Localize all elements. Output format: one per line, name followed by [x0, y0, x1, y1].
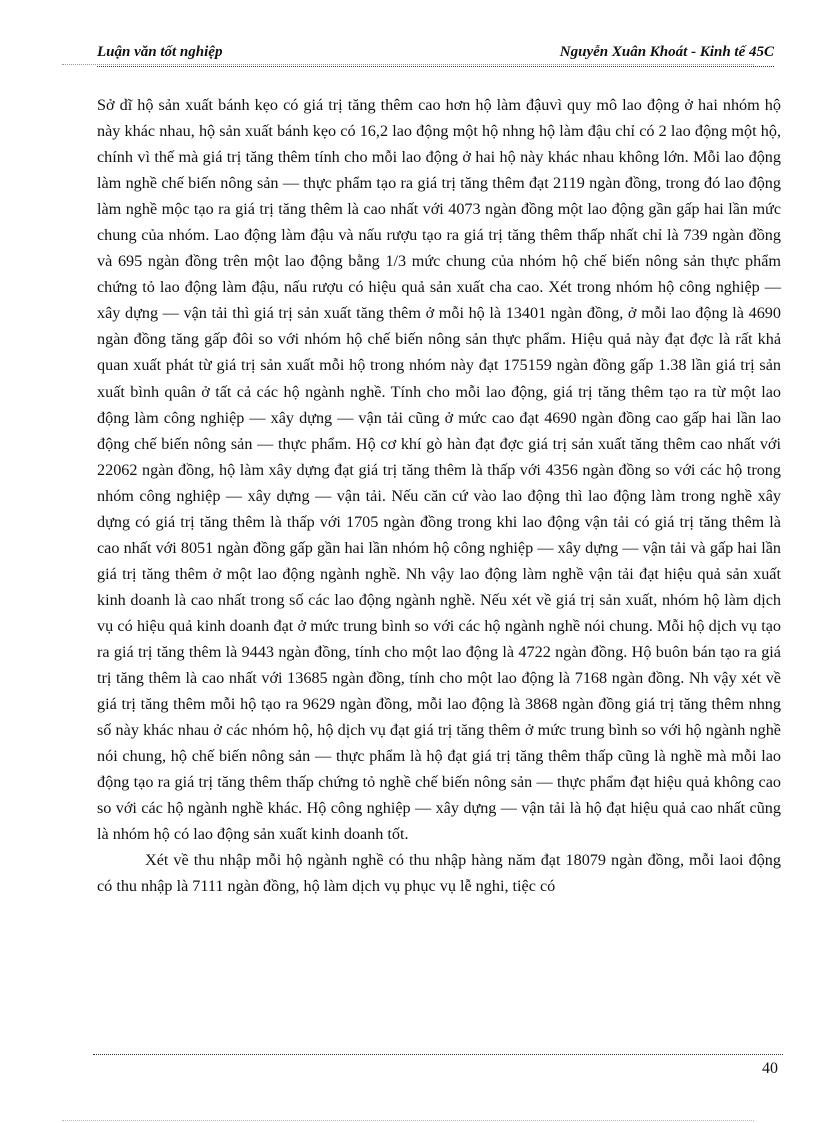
page-header: [97, 44, 774, 67]
header-right-author: Nguyễn Xuân Khoát - Kinh tế 45C: [559, 44, 774, 60]
body-paragraph-1: Sở dĩ hộ sản xuất bánh kẹo có giá trị tăng thêm cao hơn hộ làm đậuvì quy mô lao động ở hai nhóm hộ này khác nhau, hộ sản xuất bánh kẹo có 16,2 lao động một hộ nhng hộ làm đậu chỉ có 2 lao động một hộ, chính vì thế mà giá trị tăng thêm tính cho mỗi lao động ở hai hộ này khác nhau không lớn. Mỗi lao động làm nghề chế biến nông sản — thực phẩm tạo ra giá trị tăng thêm đạt 2119 ngàn đồng, trong đó lao động làm nghề mộc tạo ra giá trị tăng thêm là cao nhất với 4073 ngàn đồng một lao động gần gấp hai lần mức chung của nhóm. Lao động làm đậu và nấu rượu tạo ra giá trị tăng thêm thấp nhất chỉ là 739 ngàn đồng và 695 ngàn đồng trên một lao động bằng 1/3 mức chung của nhóm hộ chế biến nông sản thực phẩm chứng tỏ lao động làm đậu, nấu rượu có hiệu quả sản xuất cha cao. Xét trong nhóm hộ công nghiệp — xây dựng — vận tải thì giá trị sản xuất tăng thêm ở mỗi hộ là 13401 ngàn đồng, ở mỗi lao động là 4690 ngàn đồng tăng gấp đôi so với nhóm hộ chế biến nông sản thực phẩm. Hiệu quả này đạt đợc là rất khả quan xuất phát từ giá trị sản xuất mỗi hộ trong nhóm này đạt 175159 ngàn đồng gấp 1.38 lần giá trị sản xuất bình quân ở tất cả các hộ ngành nghề. Tính cho mỗi lao động, giá trị tăng thêm tạo ra từ một lao động làm công nghiệp — xây dựng — vận tải cũng ở mức cao đạt 4690 ngàn đồng cao gấp hai lần lao động chế biến nông sản — thực phẩm. Hộ cơ khí gò hàn đạt đợc giá trị sản xuất tăng thêm cao nhất với 22062 ngàn đồng, hộ làm xây dựng đạt giá trị tăng thêm là thấp với 4356 ngàn đồng so với các hộ trong nhóm công nghiệp — xây dựng — vận tải. Nếu căn cứ vào lao động thì lao động làm trong nghề xây dựng có giá trị tăng thêm là thấp với 1705 ngàn đồng trong khi lao động vận tải có giá trị tăng thêm là cao nhất với 8051 ngàn đồng gấp gần hai lần nhóm hộ công nghiệp — xây dựng — vận tải và gấp hai lần giá trị tăng thêm ở một lao động ngành nghề. Nh vậy lao động làm nghề vận tải đạt hiệu quả sản xuất kinh doanh là cao nhất trong số các lao động ngành nghề. Nếu xét về giá trị sản xuất, nhóm hộ làm dịch vụ có hiệu quả kinh doanh đạt ở mức trung bình so với các hộ ngành nghề nói chung. Mỗi hộ dịch vụ tạo ra giá trị tăng thêm là 9443 ngàn đồng, tính cho một lao động là 4722 ngàn đồng. Hộ buôn bán tạo ra giá trị tăng thêm là cao nhất với 13685 ngàn đồng, tính cho một lao động là 7168 ngàn đồng. Nh vậy xét về giá trị tăng thêm mỗi hộ tạo ra 9629 ngàn đồng, mỗi lao động là 3868 ngàn đồng giá trị tăng thêm nhng số này khác nhau ở các nhóm hộ, hộ dịch vụ đạt giá trị tăng thêm ở mức trung bình so với hộ ngành nghề nói chung, hộ chế biến nông sản — thực phẩm là hộ đạt giá trị tăng thêm thấp cũng là nghề mà mỗi lao động tạo ra giá trị tăng thêm thấp chứng tỏ nghề chế biến nông sản — thực phẩm đạt hiệu quả không cao so với các hộ ngành nghề khác. Hộ công nghiệp — xây dựng — vận tải là hộ đạt hiệu quả cao nhất cũng là nhóm hộ có lao động sản xuất kinh doanh tốt.: [97, 96, 781, 844]
body-paragraph-2: Xét về thu nhập mỗi hộ ngành nghề có thu nhập hàng năm đạt 18079 ngàn đồng, mỗi laoi động có thu nhập là 7111 ngàn đồng, hộ làm dịch vụ phục vụ lễ nghi, tiệc có: [97, 851, 781, 896]
header-left-title: Luận văn tốt nghiệp: [97, 44, 223, 60]
document-body: [97, 92, 781, 899]
page-number: 40: [762, 1060, 778, 1077]
footer-rule: [93, 1054, 783, 1055]
page-bottom-rule: [62, 1120, 754, 1121]
